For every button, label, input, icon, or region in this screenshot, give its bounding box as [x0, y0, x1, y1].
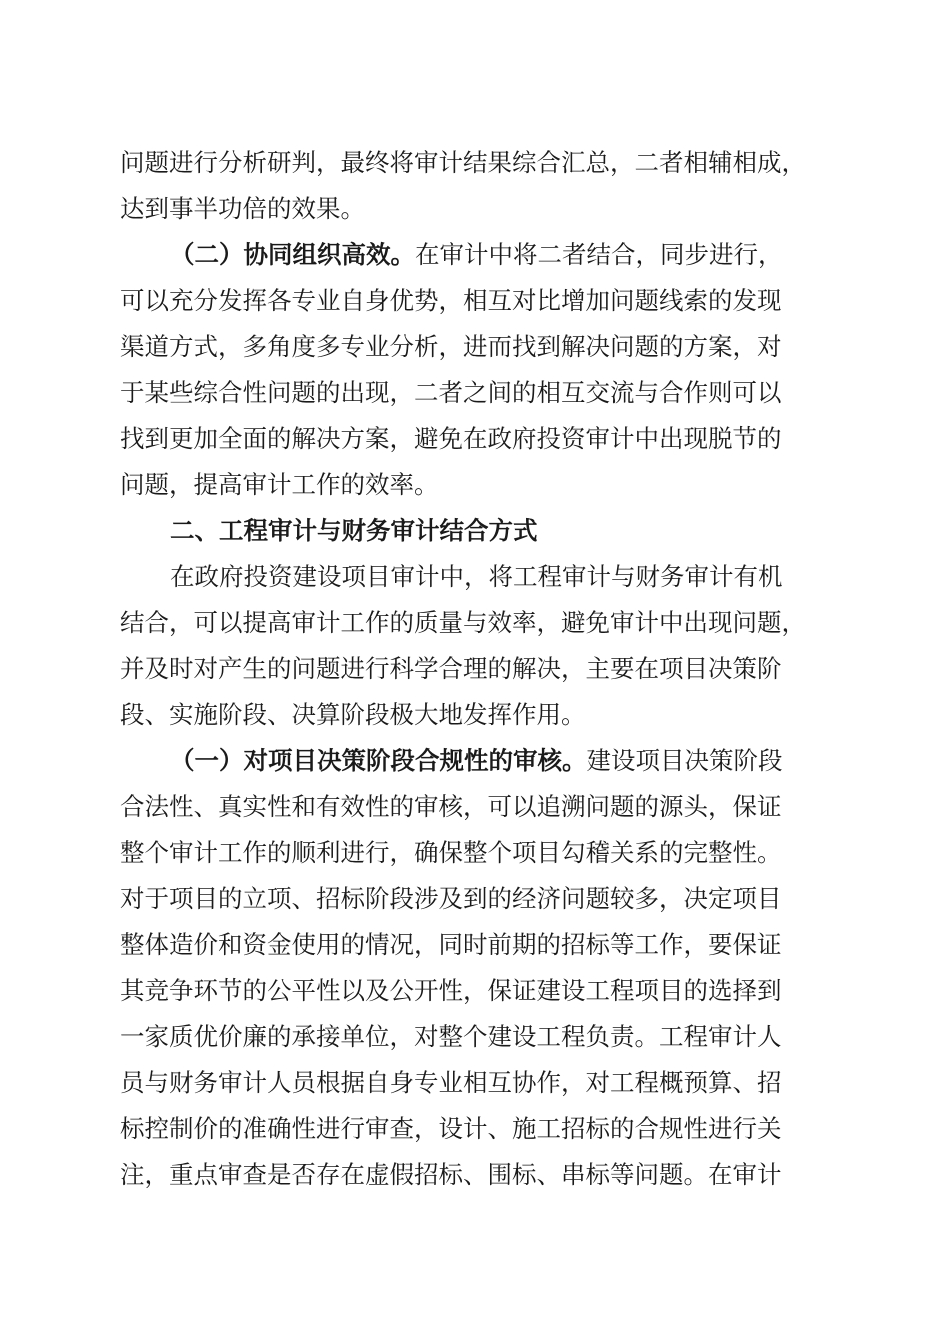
- paragraph-first-line: [170, 745, 783, 777]
- text-line: 其竞争环节的公平性以及公开性，保证建设工程项目的选择到: [120, 976, 782, 1005]
- text-line: 问题进行分析研判，最终将审计结果综合汇总，二者相辅相成，: [120, 148, 806, 177]
- text-line: 对于项目的立项、招标阶段涉及到的经济问题较多，决定项目: [120, 884, 782, 913]
- text-line: 达到事半功倍的效果。: [120, 194, 365, 223]
- paragraph-lead: （二）协同组织高效。: [170, 240, 415, 269]
- text-line: 于某些综合性问题的出现，二者之间的相互交流与合作则可以: [120, 378, 782, 407]
- text-line: 一家质优价廉的承接单位，对整个建设工程负责。工程审计人: [120, 1022, 782, 1051]
- text-line: 问题，提高审计工作的效率。: [120, 470, 439, 499]
- paragraph-text: 建设项目决策阶段: [586, 746, 783, 775]
- text-line: 整体造价和资金使用的情况，同时前期的招标等工作，要保证: [120, 930, 782, 959]
- text-line: 结合，可以提高审计工作的质量与效率，避免审计中出现问题，: [120, 608, 806, 637]
- text-line: 注，重点审查是否存在虚假招标、围标、串标等问题。在审计: [120, 1160, 782, 1189]
- text-line: 在政府投资建设项目审计中，将工程审计与财务审计有机: [170, 562, 783, 591]
- text-line: 标控制价的准确性进行审查，设计、施工招标的合规性进行关: [120, 1114, 782, 1143]
- text-line: 合法性、真实性和有效性的审核，可以追溯问题的源头，保证: [120, 792, 782, 821]
- text-line: 段、实施阶段、决算阶段极大地发挥作用。: [120, 700, 586, 729]
- text-line: 整个审计工作的顺利进行，确保整个项目勾稽关系的完整性。: [120, 838, 782, 867]
- text-line: 渠道方式，多角度多专业分析，进而找到解决问题的方案，对: [120, 332, 782, 361]
- text-line: 找到更加全面的解决方案，避免在政府投资审计中出现脱节的: [120, 424, 782, 453]
- section-heading: 二、工程审计与财务审计结合方式: [170, 516, 538, 545]
- paragraph-text: 在审计中将二者结合，同步进行，: [415, 240, 783, 269]
- text-line: 员与财务审计人员根据自身专业相互协作，对工程概预算、招: [120, 1068, 782, 1097]
- text-line: 并及时对产生的问题进行科学合理的解决，主要在项目决策阶: [120, 654, 782, 683]
- paragraph-lead: （一）对项目决策阶段合规性的审核。: [170, 746, 587, 775]
- text-line: 可以充分发挥各专业自身优势，相互对比增加问题线索的发现: [120, 286, 782, 315]
- paragraph-first-line: [170, 239, 783, 271]
